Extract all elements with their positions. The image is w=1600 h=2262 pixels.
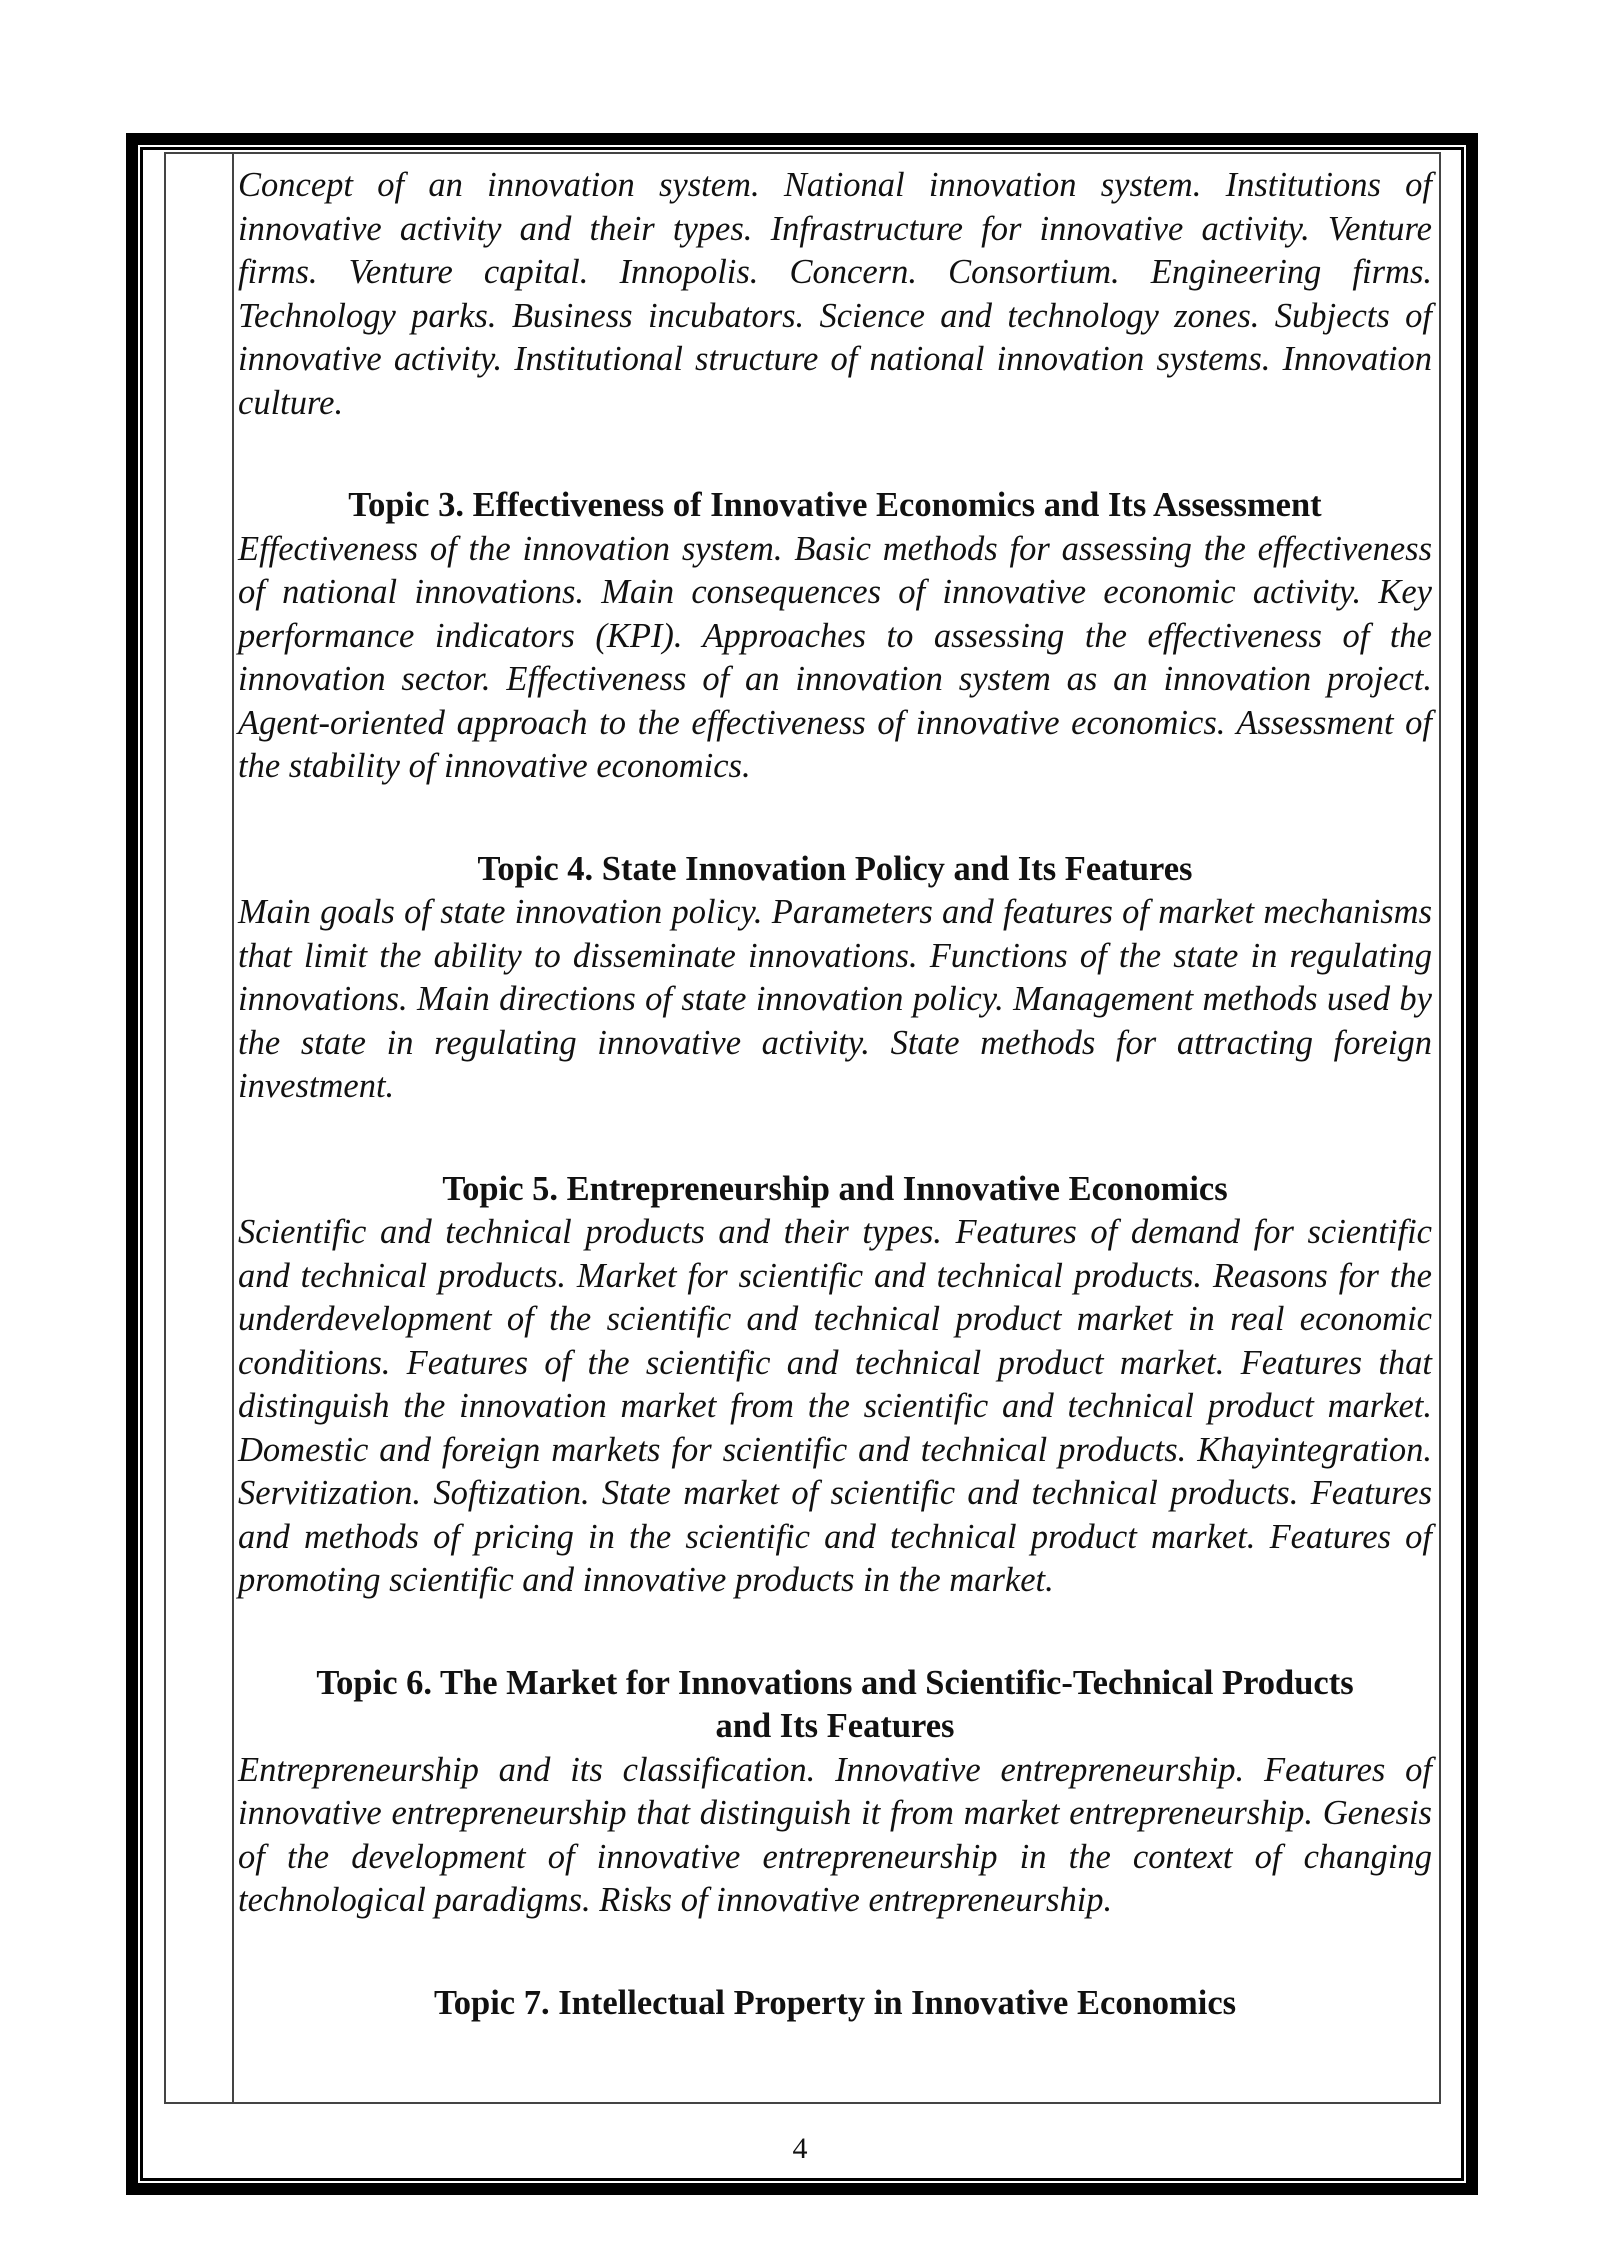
topic-4-description: Main goals of state innovation policy. Parameters and features of market mechanisms that limit the ability to disseminate innovations. Functions of the state in regulating innovations. Main directions of state innovation policy. Management methods used by the state in regulating innovative activity. State methods for attracting foreign investment. — [238, 893, 1432, 1105]
topic-7-heading: Topic 7. Intellectual Property in Innovative Economics — [433, 1983, 1237, 2022]
syllabus-table — [164, 152, 1441, 2104]
section-gap — [238, 1923, 1432, 1982]
topic-5-heading: Topic 5. Entrepreneurship and Innovative Economics — [442, 1169, 1228, 1208]
topic-3-description: Effectiveness of the innovation system. Basic methods for assessing the effectiveness of national innovations. Main consequences of innovative economic activity. Key performance indicators (KPI). Approaches to assessing the effectiveness of the innovation sector. Effectiveness of an innovation system as an innovation project. Agent-oriented approach to the effectiveness of innovative economics. Assessment of the stability of innovative economics. — [238, 529, 1432, 785]
topic-6-description: Entrepreneurship and its classification. Innovative entrepreneurship. Features of innovative entrepreneurship that distinguish it from market entrepreneurship. Genesis of the development of innovative entrepreneurship in the context of changing technological paradigms. Risks of innovative entrepreneurship. — [238, 1750, 1432, 1919]
topic-6-heading — [238, 1662, 1432, 1749]
topic-3-heading: Topic 3. Effectiveness of Innovative Economics and Its Assessment — [348, 486, 1322, 524]
topic-6-heading-line-2: and Its Features — [715, 1707, 955, 1745]
topic-5-description: Scientific and technical products and their types. Features of demand for scientific and technical products. Market for scientific and technical products. Reasons for the underdevelopment of the scientific and technical product market in real economic conditions. Features of the scientific and technical product market. Features that distinguish the innovation market from the scientific and technical product market. Domestic and foreign markets for scientific and technical products. Khayintegration. Servitization. Softization. State market of scientific and technical products. Features and methods of pricing in the scientific and technical product market. Features of promoting scientific and innovative products in the market. — [238, 1213, 1432, 1599]
topic-2-description: Concept of an innovation system. National innovation system. Institutions of innovative activity and their types. Infrastructure for innovative activity. Venture firms. Venture capital. Innopolis. Concern. Consortium. Engineering firms. Technology parks. Business incubators. Science and technology zones. Subjects of innovative activity. Institutional structure of national innovation systems. Innovation culture. — [238, 166, 1432, 422]
topic-4-heading: Topic 4. State Innovation Policy and Its Features — [477, 849, 1193, 888]
table-index-column — [166, 154, 234, 2102]
topic-6-heading-line-1: Topic 6. The Market for Innovations and Scientific-Technical Products — [316, 1663, 1354, 1702]
page-number: 4 — [792, 2132, 808, 2165]
section-gap — [238, 789, 1432, 848]
section-gap — [238, 1109, 1432, 1168]
section-gap — [238, 1603, 1432, 1662]
table-content-column — [236, 154, 1437, 2102]
section-gap — [238, 425, 1432, 484]
